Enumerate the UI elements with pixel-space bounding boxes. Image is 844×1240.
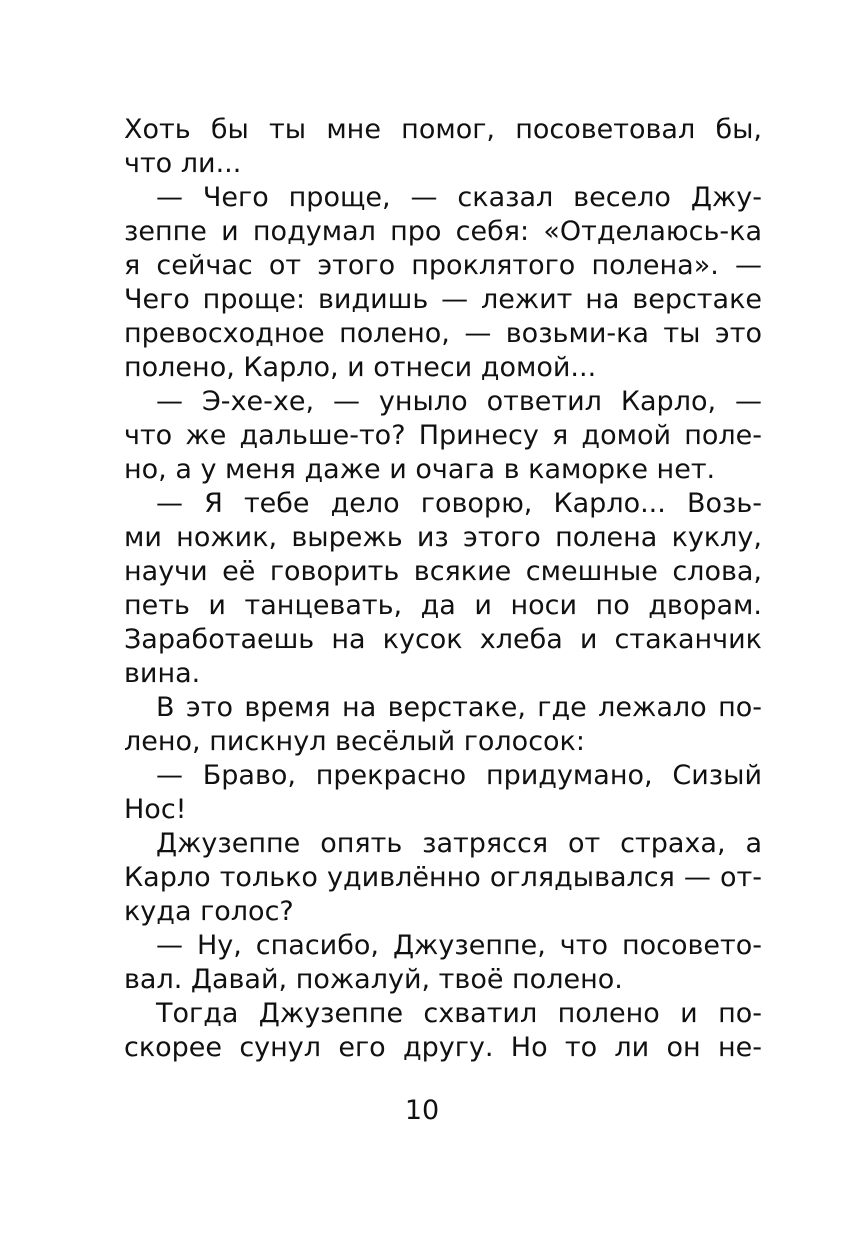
text-line: — Э-хе-хе, — уныло ответил Карло, — — [156, 386, 762, 417]
text-line: но, а у меня даже и очага в каморке нет. — [124, 454, 716, 485]
text-line: Заработаешь на кусок хлеба и стаканчик — [124, 624, 762, 655]
text-line: куда голос? — [124, 896, 294, 927]
text-line: ми ножик, вырежь из этого полена куклу, — [124, 522, 762, 553]
text-line: я сейчас от этого проклятого полена». — — [124, 250, 762, 281]
text-line: научи её говорить всякие смешные слова, — [124, 556, 762, 587]
text-line: Карло только удивлённо оглядывался — от- — [124, 862, 762, 893]
body-text — [124, 113, 762, 1065]
text-line: что же дальше-то? Принесу я домой поле- — [124, 420, 762, 451]
text-line: превосходное полено, — возьми-ка ты это — [124, 318, 762, 349]
text-line: вал. Давай, пожалуй, твоё полено. — [124, 964, 623, 995]
text-line: — Чего проще, — сказал весело Джу- — [156, 182, 762, 213]
text-line: вина. — [124, 658, 201, 689]
text-line: полено, Карло, и отнеси домой... — [124, 352, 597, 383]
text-line: Тогда Джузеппе схватил полено и по- — [156, 998, 762, 1029]
text-line: В это время на верстаке, где лежало по- — [156, 692, 762, 723]
text-line: Хоть бы ты мне помог, посоветовал бы, — [124, 114, 762, 145]
text-line: Нос! — [124, 794, 187, 825]
text-line: скорее сунул его другу. Но то ли он не- — [124, 1032, 762, 1063]
text-line: Чего проще: видишь — лежит на верстаке — [124, 284, 762, 315]
text-line: лено, пискнул весёлый голосок: — [124, 726, 585, 757]
text-line: петь и танцевать, да и носи по дворам. — [124, 590, 762, 621]
text-line: зеппе и подумал про себя: «Отделаюсь-ка — [124, 216, 762, 247]
page-number: 10 — [404, 1095, 440, 1126]
text-line: что ли... — [124, 148, 242, 179]
text-line: — Я тебе дело говорю, Карло... Возь- — [156, 488, 762, 519]
text-line: Джузеппе опять затрясся от страха, а — [156, 828, 762, 859]
text-line: — Браво, прекрасно придумано, Сизый — [156, 760, 762, 791]
text-line: — Ну, спасибо, Джузеппе, что посовето- — [156, 930, 762, 961]
